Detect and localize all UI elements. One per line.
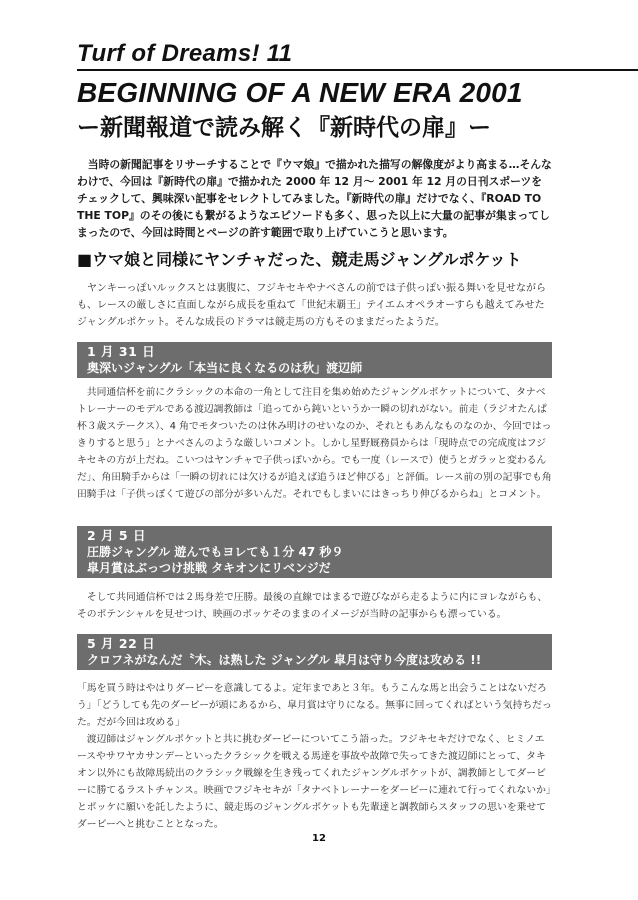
entry-date: 2 月 5 日 <box>87 528 146 543</box>
entry-banner <box>77 526 552 578</box>
entry-paragraph: 共同通信杯を前にクラシックの本命の一角として注目を集め始めたジャングルポケットについて、タナベトレーナーのモデルである渡辺調教師は「追ってから鈍いというか一瞬の切れがない。前走（ラジオたんぱ杯３歳ステークス）、4 角でモタついたのは休み明けのせいなのか、それともあんなものなのか、今回ではっきりすると思う」とナベさんのような厳しいコメント。しかし星野厩務員からは「現時点での完成度はフジキセキの方が上だね。こいつはヤンチャで子供っぽいから。でも一度（レースで）使うとガラッと変わるんだ」、角田騎手からは「一瞬の切れには欠けるが追えば追うほど伸びる」と評価。レース前の別の記事でも角田騎手は「子供っぽくて遊びの部分が多いんだ。それでもしまいにはきっちり伸びるからね」とコメント。 <box>77 387 552 500</box>
series-title: Turf of Dreams! 11 <box>77 40 293 67</box>
entry-title: 圧勝ジャングル 遊んでもヨレても１分 47 秒９ <box>87 545 344 559</box>
intro-paragraph: 当時の新聞記事をリサーチすることで『ウマ娘』で描かれた描写の解像度がより高まる…そんなわけで、今回は『新時代の扉』で描かれた 2000 年 12 月〜 2001 年 12 月の日刊スポーツをチェックして、興味深い記事をセレクトしてみました。『新時代の扉』だけでなく、『ROAD TO THE TOP』のその後にも繋がるようなエピソードも多く、思った以上に大量の記事が集まってしまったので、今回は時間とページの許す範囲で取り上げていこうと思います。 <box>77 158 552 239</box>
page-number: 12 <box>312 833 326 844</box>
section-heading: ■ウマ娘と同様にヤンチャだった、競走馬ジャングルポケット <box>77 250 522 269</box>
entry-title: クロフネがなんだ〝木〟は熟した ジャングル 皐月は守り今度は攻める !! <box>87 653 482 667</box>
entry-title-second-line: 皐月賞はぶっつけ挑戦 タキオンにリベンジだ <box>87 561 331 575</box>
entry-quote-paragraph: 「馬を買う時はやはりダービーを意識してるよ。定年まであと３年。もうこんな馬と出会うことはないだろう」「どうしても先のダービーが頭にあるから、皐月賞は守りになる。無事に回ってくればという気持ちだった。だが今回は攻める」 <box>77 683 552 728</box>
entry-title: 奥深いジャングル「本当に良くなるのは秋」渡辺師 <box>87 361 363 375</box>
title-rule <box>77 69 638 71</box>
entry-banner <box>77 342 552 378</box>
entry-banner <box>77 634 552 670</box>
article-subheadline: ー新聞報道で読み解く『新時代の扉』ー <box>77 115 491 141</box>
entry-date: 1 月 31 日 <box>87 344 156 359</box>
entry-paragraph: そして共同通信杯では２馬身差で圧勝。最後の直線ではまるで遊びながら走るように内にヨレながらも、そのポテンシャルを見せつけ、映画のポッケそのままのイメージが当時の記事からも漂っている。 <box>77 592 548 620</box>
entry-paragraph: 渡辺師はジャングルポケットと共に挑むダービーについてこう語った。フジキセキだけでなく、ヒミノエースやサワヤカサンデーといったクラシックを戦える馬達を事故や故障で失ってきた渡辺師にとって、タキオン以外にも故障馬続出のクラシック戦線を生き残ってくれたジャングルポケットが、調教師としてダービーに勝てるラストチャンス。映画でフジキセキが「タナベトレーナーをダービーに連れて行ってくれないか」とポッケに願いを託したように、競走馬のジャングルポケットも先輩達と調教師らスタッフの思いを乗せてダービーへと挑むこととなった。 <box>77 734 551 830</box>
entry-date: 5 月 22 日 <box>87 636 156 651</box>
section-body: ヤンキーっぽいルックスとは裏腹に、フジキセキやナベさんの前では子供っぽい振る舞いを見せながらも、レースの厳しさに直面しながら成長を重ねて「世紀末覇王」テイエムオペラオーすらも越えてみせたジャングルポケット。そんな成長のドラマは競走馬の方もそのままだったようだ。 <box>77 283 546 328</box>
article-headline: BEGINNING OF A NEW ERA 2001 <box>77 77 523 108</box>
